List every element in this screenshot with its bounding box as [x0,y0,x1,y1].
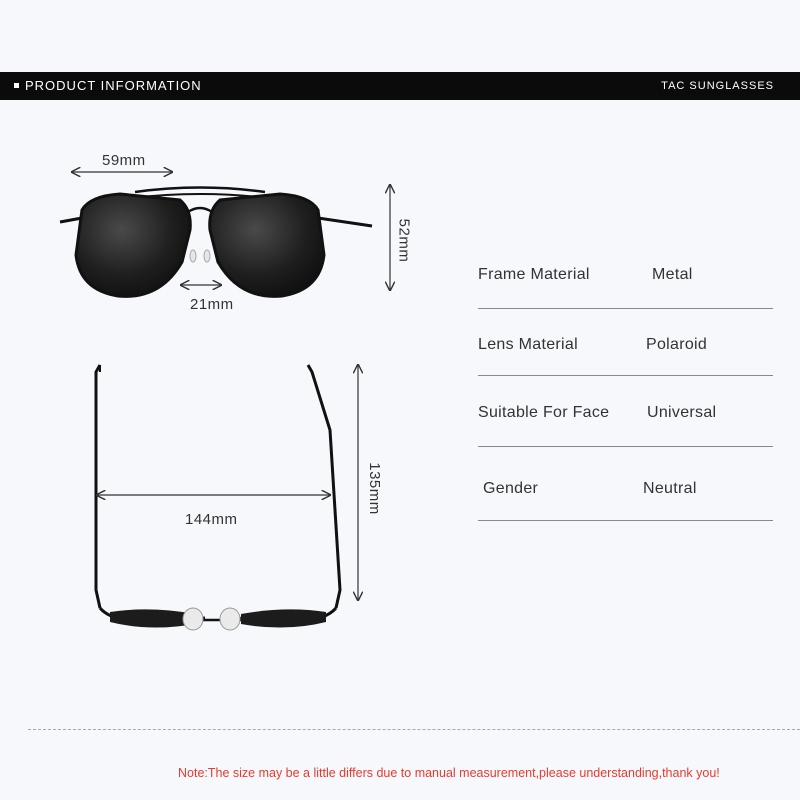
spec-row-gender [478,480,773,540]
left-lens [76,194,190,296]
spec-value: Universal [647,404,717,421]
spec-row-frame-material [478,266,773,326]
spec-row-lens-material [478,336,773,396]
frame-width-label: 144mm [185,511,238,528]
lens-width-label: 59mm [102,152,146,169]
spec-value: Polaroid [646,336,708,353]
size-disclaimer-note: Note:The size may be a little differs due to manual measurement,please understanding,thank you! [178,766,720,780]
lens-height-label: 52mm [395,218,413,263]
temple-length-label: 135mm [365,462,383,515]
divider [478,308,773,309]
spec-label: Suitable For Face [478,404,610,421]
spec-label: Frame Material [478,266,590,283]
header-product: TAC SUNGLASSES [661,80,774,92]
front-view [60,188,372,297]
top-view [96,365,340,630]
spec-value: Neutral [643,480,697,497]
right-lens [210,194,324,296]
spec-value: Metal [652,266,693,283]
divider [478,520,773,521]
divider [478,446,773,447]
spec-row-suitable-for-face [478,404,773,464]
header-title-text: PRODUCT INFORMATION [25,78,202,93]
spec-label: Lens Material [478,336,578,353]
bridge-label: 21mm [190,296,234,313]
dashed-divider [28,729,800,730]
divider [478,375,773,376]
dimension-lines-top [97,365,358,600]
spec-label: Gender [483,480,539,497]
